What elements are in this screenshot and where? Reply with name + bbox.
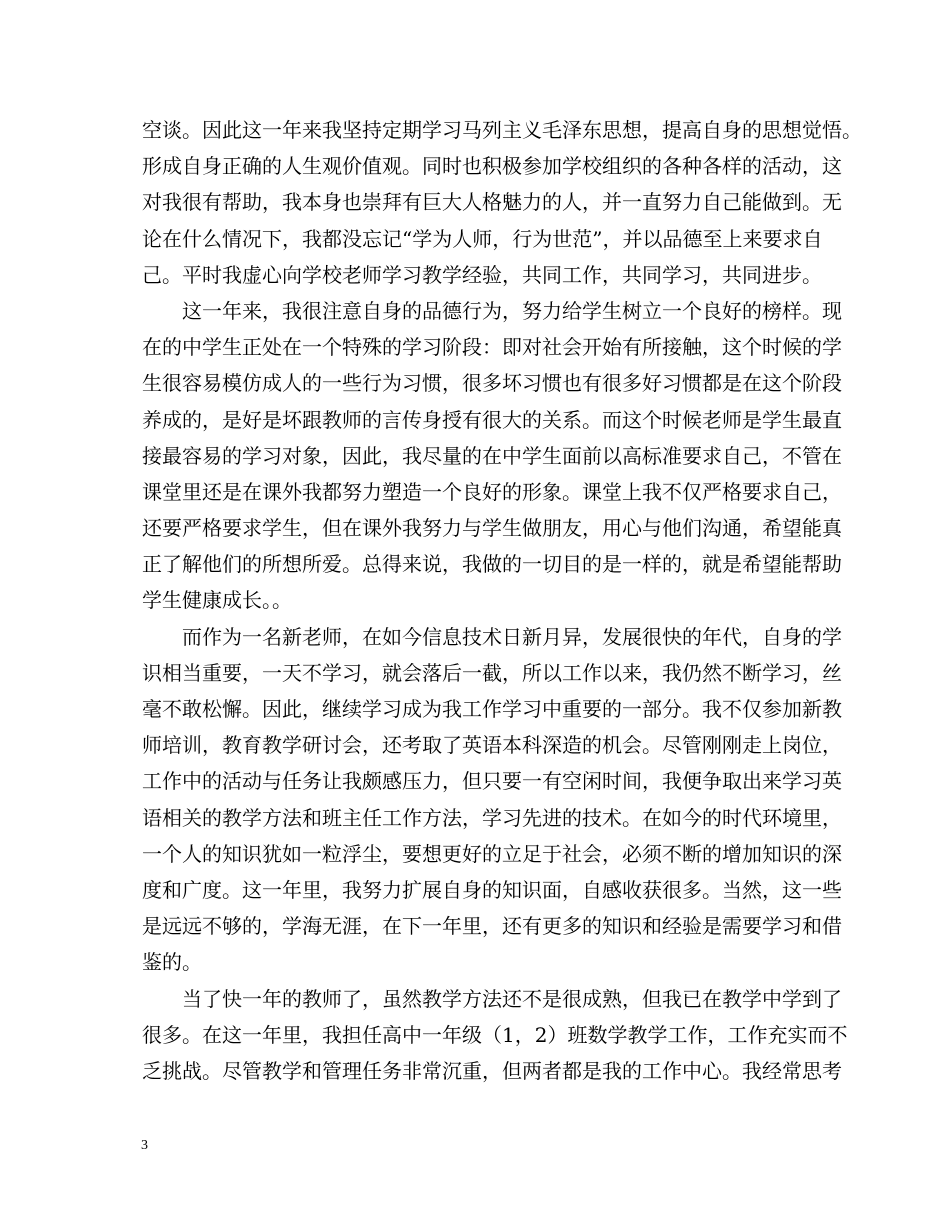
text-line: 养成的，是好是坏跟教师的言传身授有很大的关系。而这个时候老师是学生最直 [142,407,842,432]
text-line: 乏挑战。尽管教学和管理任务非常沉重，但两者都是我的工作中心。我经常思考 [142,1058,842,1083]
text-line: 在的中学生正处在一个特殊的学习阶段：即对社会开始有所接触，这个时候的学 [142,335,842,360]
text-line: 课堂里还是在课外我都努力塑造一个良好的形象。课堂上我不仅严格要求自己， [142,479,842,504]
text-line: 学生健康成长。。 [142,588,292,613]
text-line: 语相关的教学方法和班主任工作方法，学习先进的技术。在如今的时代环境里， [142,805,842,830]
text-line: 工作中的活动与任务让我颇感压力，但只要一有空闲时间，我便争取出来学习英 [142,769,842,794]
text-line: 师培训，教育教学研讨会，还考取了英语本科深造的机会。尽管刚刚走上岗位， [142,733,842,758]
text-line: 鉴的。 [142,950,202,975]
text-line: 这一年来，我很注意自身的品德行为，努力给学生树立一个良好的榜样。现 [142,298,842,323]
text-line: 而作为一名新老师，在如今信息技术日新月异，发展很快的年代，自身的学 [142,624,842,649]
text-line: 论在什么情况下，我都没忘记“学为人师，行为世范”，并以品德至上来要求自 [142,226,823,251]
text-line: 还要严格要求学生，但在课外我努力与学生做朋友，用心与他们沟通，希望能真 [142,516,842,541]
text-line: 己。平时我虚心向学校老师学习教学经验，共同工作，共同学习，共同进步。 [142,262,822,287]
body-text [142,112,862,1089]
text-line: 正了解他们的所想所爱。总得来说，我做的一切目的是一样的，就是希望能帮助 [142,552,842,577]
text-line: 当了快一年的教师了，虽然教学方法还不是很成熟，但我已在教学中学到了 [142,986,842,1011]
text-line: 毫不敢松懈。因此，继续学习成为我工作学习中重要的一部分。我不仅参加新教 [142,697,842,721]
text-line: 识相当重要，一天不学习，就会落后一截，所以工作以来，我仍然不断学习，丝 [142,660,842,685]
text-line: 形成自身正确的人生观价值观。同时也积极参加学校组织的各种各样的活动，这 [142,154,842,179]
text-line: 生很容易模仿成人的一些行为习惯，很多坏习惯也有很多好习惯都是在这个阶段 [142,371,842,396]
page-number: 3 [141,1138,148,1153]
text-line: 很多。在这一年里，我担任高中一年级（1，2）班数学教学工作，工作充实而不 [142,1022,848,1047]
text-line: 接最容易的学习对象，因此，我尽量的在中学生面前以高标准要求自己，不管在 [142,443,842,468]
text-line: 是远远不够的，学海无涯，在下一年里，还有更多的知识和经验是需要学习和借 [142,914,842,939]
text-line: 一个人的知识犹如一粒浮尘，要想更好的立足于社会，必须不断的增加知识的深 [142,841,842,866]
text-line: 对我很有帮助，我本身也崇拜有巨大人格魅力的人，并一直努力自己能做到。无 [142,190,842,215]
text-line: 空谈。因此这一年来我坚持定期学习马列主义毛泽东思想，提高自身的思想觉悟。 [142,118,862,142]
text-line: 度和广度。这一年里，我努力扩展自身的知识面，自感收获很多。当然，这一些 [142,877,842,902]
